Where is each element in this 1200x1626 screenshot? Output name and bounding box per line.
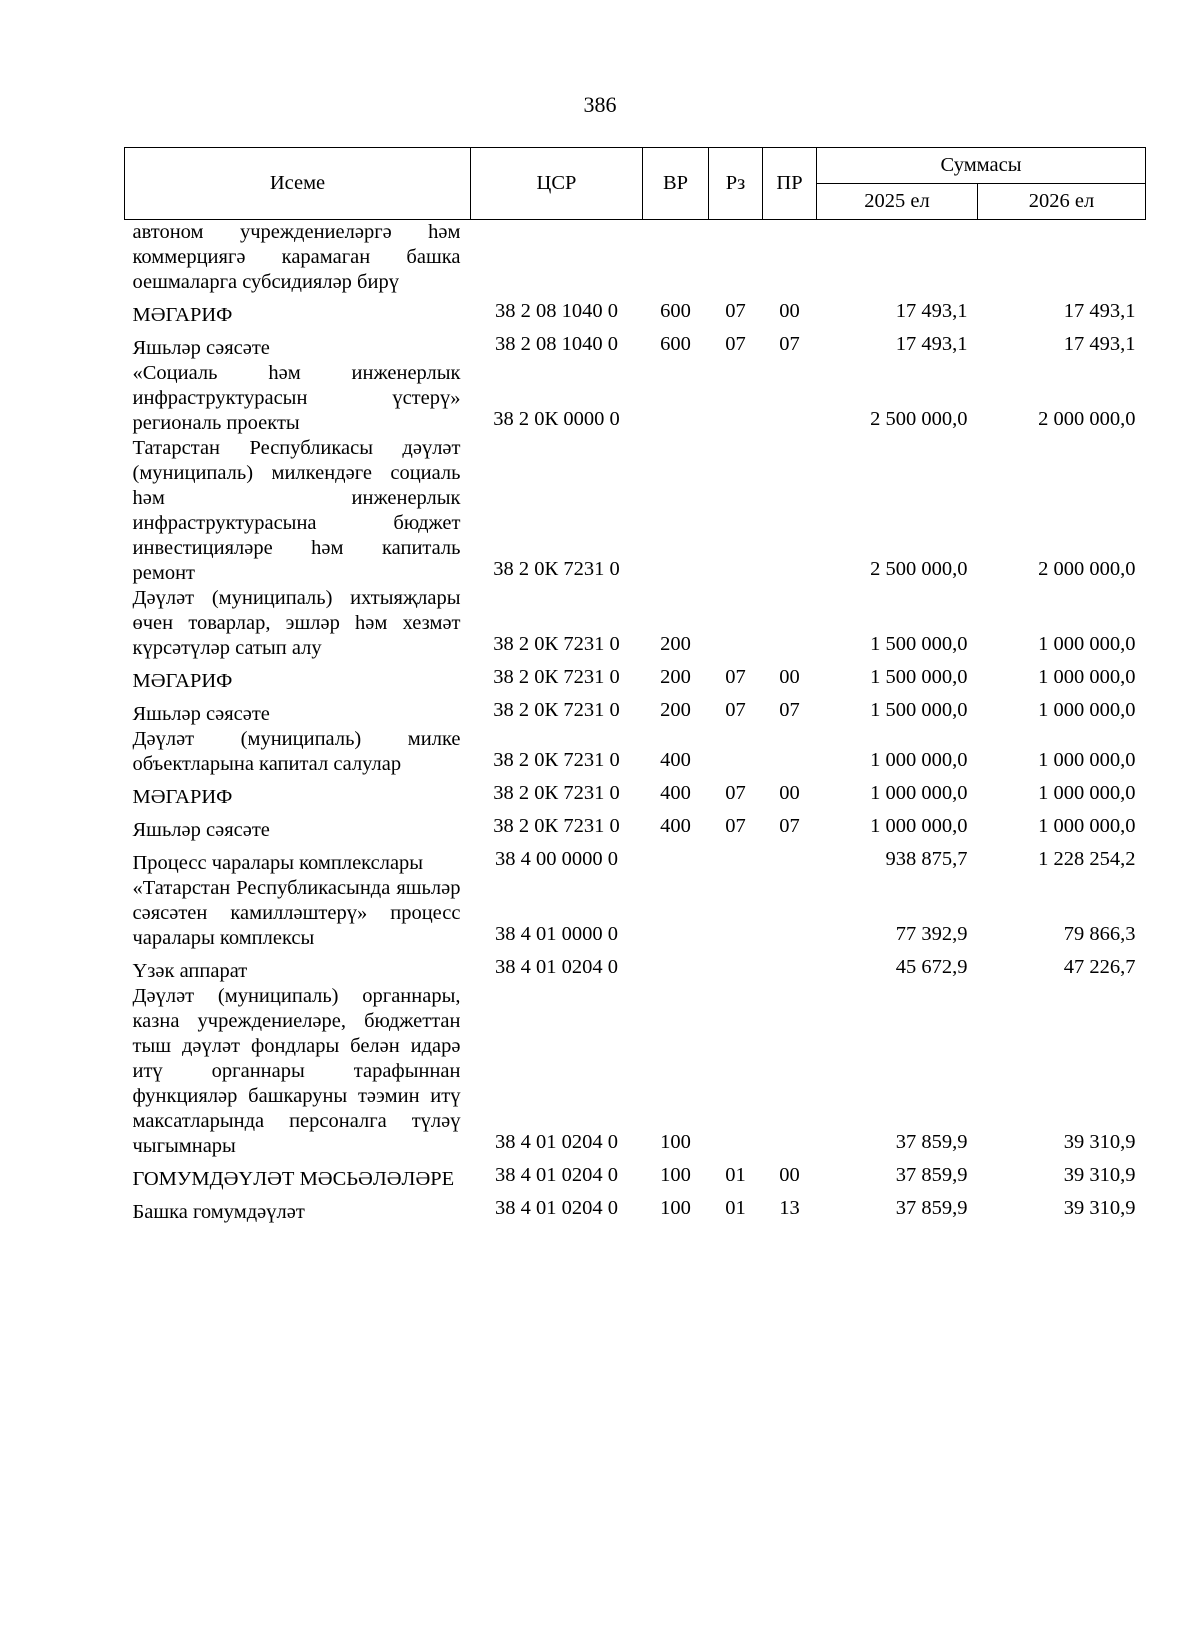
row-amount-2026-cell: 17 493,1 [1063, 300, 1136, 322]
row-name-cell: Процесс чаралары комплекслары [132, 852, 424, 874]
row-amount-2025-cell: 45 672,9 [895, 956, 968, 978]
row-amount-2026-cell: 39 310,9 [1063, 1164, 1136, 1186]
table-header [125, 148, 1146, 220]
table-row [125, 984, 1146, 1159]
header-pr: ПР [763, 148, 817, 220]
row-pr-cell [763, 727, 817, 777]
row-rz-cell: 01 [725, 1164, 746, 1186]
row-rz-cell [709, 586, 763, 661]
header-name: Исеме [125, 148, 471, 220]
table-row [125, 220, 1146, 296]
header-vr: ВР [643, 148, 709, 220]
row-amount-2026-cell: 1 228 254,2 [1038, 848, 1136, 870]
table-row [125, 328, 1146, 361]
table-row [125, 586, 1146, 661]
row-rz-cell: 07 [725, 699, 746, 721]
row-csr-cell: 38 4 01 0204 0 [495, 1197, 618, 1219]
row-amount-2025-cell: 2 500 000,0 [870, 408, 968, 430]
row-pr-cell: 07 [779, 699, 800, 721]
table-row [125, 777, 1146, 810]
row-amount-2026-cell: 1 000 000,0 [1038, 633, 1136, 655]
row-csr-cell: 38 4 01 0000 0 [495, 923, 618, 945]
row-rz-cell: 07 [725, 666, 746, 688]
row-rz-cell [709, 436, 763, 586]
row-amount-2026-cell [978, 220, 1146, 296]
row-csr-cell: 38 2 08 1040 0 [495, 333, 618, 355]
row-vr-cell: 400 [660, 782, 691, 804]
header-year-2025: 2025 ел [817, 184, 978, 220]
row-pr-cell: 00 [779, 300, 800, 322]
row-name-cell: «Татарстан Республикасында яшьләр сәясәтен камилләштерү» процесс чаралары комплексы [132, 877, 461, 949]
row-pr-cell: 00 [779, 782, 800, 804]
row-name-cell: Татарстан Республикасы дәүләт (муниципаль) милкендәге социаль һәм инженерлык инфраструктурасына бюджет инвестицияләре һәм капиталь ремонт [132, 437, 461, 584]
header-year-2026: 2026 ел [978, 184, 1146, 220]
row-csr-cell: 38 2 0К 7231 0 [493, 666, 620, 688]
row-amount-2026-cell: 2 000 000,0 [1038, 408, 1136, 430]
row-amount-2025-cell: 2 500 000,0 [870, 558, 968, 580]
row-rz-cell [709, 984, 763, 1159]
row-rz-cell: 07 [725, 300, 746, 322]
row-csr-cell: 38 2 0К 7231 0 [493, 633, 620, 655]
row-rz-cell [709, 220, 763, 296]
row-pr-cell [763, 984, 817, 1159]
row-amount-2026-cell: 1 000 000,0 [1038, 782, 1136, 804]
table-row [125, 951, 1146, 984]
row-csr-cell: 38 2 0К 7231 0 [493, 749, 620, 771]
row-name-cell: Дәүләт (муниципаль) ихтыяҗлары өчен товарлар, эшләр һәм хезмәт күрсәтүләр сатып алу [132, 587, 461, 659]
row-pr-cell [763, 951, 817, 984]
table-row [125, 810, 1146, 843]
row-amount-2025-cell: 17 493,1 [895, 300, 968, 322]
row-amount-2025-cell: 1 000 000,0 [870, 815, 968, 837]
row-rz-cell [709, 843, 763, 876]
row-amount-2026-cell: 1 000 000,0 [1038, 666, 1136, 688]
table-row [125, 1192, 1146, 1225]
table-row [125, 1159, 1146, 1192]
row-csr-cell: 38 2 0К 7231 0 [493, 815, 620, 837]
row-name-cell: МӘГАРИФ [132, 670, 233, 692]
row-vr-cell: 200 [660, 633, 691, 655]
row-amount-2025-cell: 938 875,7 [885, 848, 968, 870]
row-csr-cell: 38 2 08 1040 0 [495, 300, 618, 322]
row-amount-2025-cell: 37 859,9 [895, 1131, 968, 1153]
row-name-cell: Яшьләр сәясәте [132, 819, 270, 841]
row-csr-cell: 38 4 00 0000 0 [495, 848, 618, 870]
row-rz-cell [709, 727, 763, 777]
row-vr-cell: 400 [660, 815, 691, 837]
table-row [125, 694, 1146, 727]
row-amount-2026-cell: 39 310,9 [1063, 1197, 1136, 1219]
budget-table [124, 147, 1146, 1225]
row-vr-cell: 100 [660, 1131, 691, 1153]
row-amount-2025-cell: 77 392,9 [895, 923, 968, 945]
table-row [125, 436, 1146, 586]
row-pr-cell: 07 [779, 333, 800, 355]
row-rz-cell: 07 [725, 333, 746, 355]
table-row [125, 661, 1146, 694]
row-csr-cell: 38 4 01 0204 0 [495, 1131, 618, 1153]
row-amount-2026-cell: 2 000 000,0 [1038, 558, 1136, 580]
row-name-cell: Үзәк аппарат [132, 960, 248, 982]
row-name-cell: Яшьләр сәясәте [132, 703, 270, 725]
row-name-cell: Дәүләт (муниципаль) органнары, казна учреждениеләре, бюджеттан тыш дәүләт фондлары белән идарә итү органнары тарафыннан функцияләр башкаруны тәэмин итү максатларында персоналга түләү чыгымнары [132, 985, 461, 1157]
row-rz-cell [709, 951, 763, 984]
row-amount-2025-cell: 37 859,9 [895, 1164, 968, 1186]
row-pr-cell: 00 [779, 1164, 800, 1186]
row-name-cell: «Социаль һәм инженерлык инфраструктурасын үстерү» региональ проекты [132, 362, 461, 434]
row-pr-cell [763, 586, 817, 661]
row-amount-2026-cell: 17 493,1 [1063, 333, 1136, 355]
row-rz-cell [709, 876, 763, 951]
row-amount-2026-cell: 1 000 000,0 [1038, 815, 1136, 837]
row-vr-cell [643, 361, 709, 436]
row-csr-cell: 38 4 01 0204 0 [495, 1164, 618, 1186]
row-amount-2025-cell: 1 500 000,0 [870, 699, 968, 721]
table-row [125, 727, 1146, 777]
table-row [125, 843, 1146, 876]
header-csr: ЦСР [471, 148, 643, 220]
row-pr-cell [763, 436, 817, 586]
budget-table-container [124, 147, 1145, 1225]
row-pr-cell: 13 [779, 1197, 800, 1219]
row-csr-cell: 38 2 0К 0000 0 [493, 408, 620, 430]
row-name-cell: МӘГАРИФ [132, 786, 233, 808]
row-vr-cell [643, 220, 709, 296]
row-pr-cell [763, 220, 817, 296]
row-csr-cell [471, 220, 643, 296]
row-amount-2025-cell: 17 493,1 [895, 333, 968, 355]
row-pr-cell [763, 876, 817, 951]
row-amount-2025-cell [817, 220, 978, 296]
row-rz-cell [709, 361, 763, 436]
row-vr-cell [643, 436, 709, 586]
row-pr-cell [763, 843, 817, 876]
row-name-cell: ГОМУМДӘҮЛӘТ МӘСЬӘЛӘЛӘРЕ [132, 1168, 455, 1190]
row-amount-2025-cell: 1 000 000,0 [870, 749, 968, 771]
row-amount-2026-cell: 47 226,7 [1063, 956, 1136, 978]
row-vr-cell: 600 [660, 333, 691, 355]
table-row [125, 361, 1146, 436]
row-amount-2025-cell: 1 000 000,0 [870, 782, 968, 804]
table-row [125, 295, 1146, 328]
row-vr-cell: 200 [660, 699, 691, 721]
row-vr-cell: 100 [660, 1164, 691, 1186]
row-vr-cell: 200 [660, 666, 691, 688]
header-rz: Рз [709, 148, 763, 220]
row-csr-cell: 38 2 0К 7231 0 [493, 782, 620, 804]
table-body [125, 220, 1146, 1226]
row-vr-cell [643, 876, 709, 951]
row-csr-cell: 38 2 0К 7231 0 [493, 558, 620, 580]
row-name-cell: Башка гомумдәүләт [132, 1201, 305, 1223]
row-vr-cell [643, 843, 709, 876]
row-amount-2026-cell: 1 000 000,0 [1038, 699, 1136, 721]
row-amount-2026-cell: 1 000 000,0 [1038, 749, 1136, 771]
row-name-cell: МӘГАРИФ [132, 304, 233, 326]
row-vr-cell: 400 [660, 749, 691, 771]
row-rz-cell: 07 [725, 782, 746, 804]
row-vr-cell [643, 951, 709, 984]
row-name-cell: Яшьләр сәясәте [132, 337, 270, 359]
table-row [125, 876, 1146, 951]
row-amount-2025-cell: 1 500 000,0 [870, 666, 968, 688]
row-csr-cell: 38 2 0К 7231 0 [493, 699, 620, 721]
row-pr-cell [763, 361, 817, 436]
row-vr-cell: 100 [660, 1197, 691, 1219]
row-amount-2025-cell: 37 859,9 [895, 1197, 968, 1219]
row-pr-cell: 00 [779, 666, 800, 688]
row-rz-cell: 07 [725, 815, 746, 837]
row-pr-cell: 07 [779, 815, 800, 837]
row-name-cell: автоном учреждениеләргә һәм коммерциягә карамаган башка оешмаларга субсидияләр бирү [132, 221, 461, 293]
row-amount-2026-cell: 39 310,9 [1063, 1131, 1136, 1153]
row-csr-cell: 38 4 01 0204 0 [495, 956, 618, 978]
row-amount-2026-cell: 79 866,3 [1063, 923, 1136, 945]
row-vr-cell: 600 [660, 300, 691, 322]
row-amount-2025-cell: 1 500 000,0 [870, 633, 968, 655]
page-number: 386 [583, 92, 617, 117]
row-name-cell: Дәүләт (муниципаль) милке объектларына капитал салулар [132, 728, 461, 775]
row-rz-cell: 01 [725, 1197, 746, 1219]
header-sums: Суммасы [817, 148, 1146, 184]
